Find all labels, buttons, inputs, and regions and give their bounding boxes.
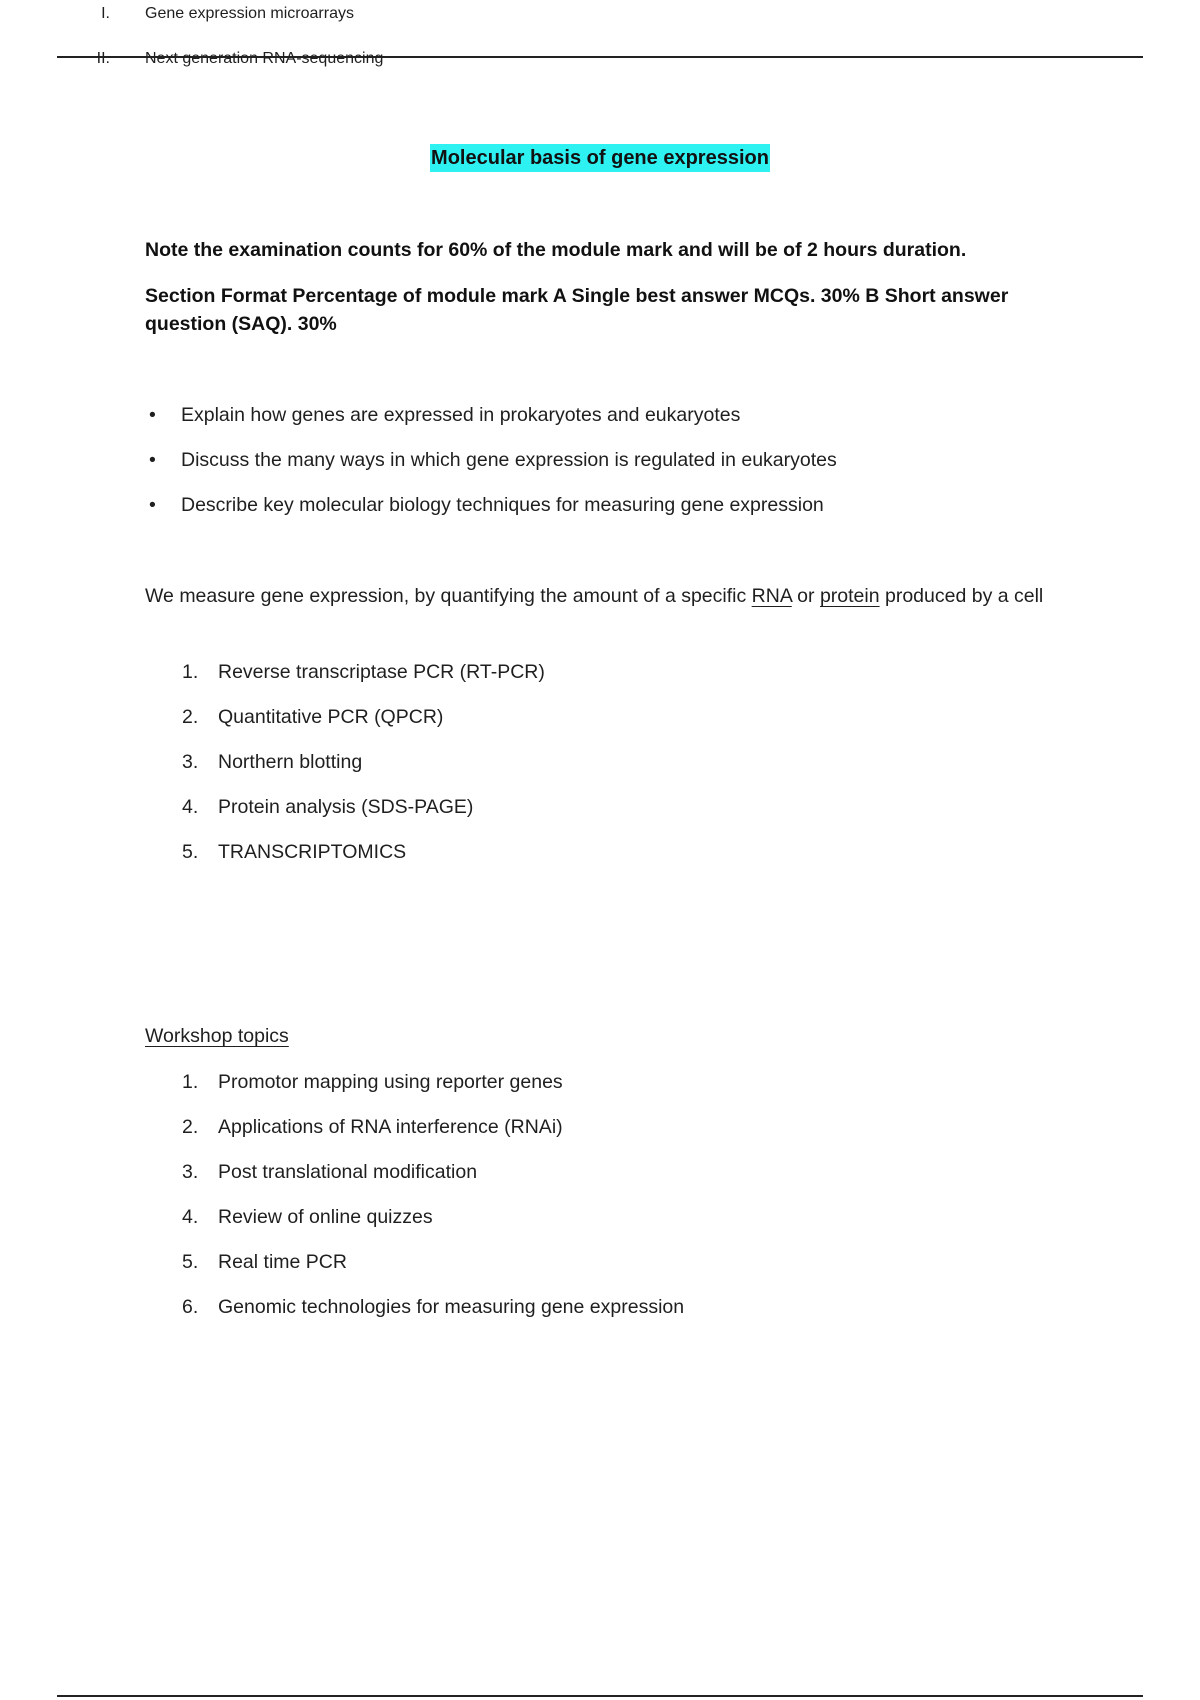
item-text: Quantitative PCR (QPCR) xyxy=(218,706,444,728)
item-number: 4. xyxy=(182,1206,199,1228)
item-number: 3. xyxy=(182,1161,199,1183)
protein-term: protein xyxy=(819,585,880,607)
item-number: 4. xyxy=(182,796,199,818)
item-number: 5. xyxy=(182,1251,199,1273)
workshop-topics-list xyxy=(145,1068,1045,1338)
list-item xyxy=(145,1113,1045,1158)
list-item xyxy=(145,793,1045,838)
objectives-list xyxy=(145,401,1045,536)
bullet-icon: • xyxy=(149,449,156,471)
section-format: Section Format Percentage of module mark A Single best answer MCQs. 30% B Short answer question (SAQ). 30% xyxy=(145,285,1009,335)
item-number: 1. xyxy=(182,1071,199,1093)
list-item xyxy=(145,1068,1045,1113)
list-item xyxy=(145,1293,1045,1338)
item-text: Next generation RNA-sequencing xyxy=(145,50,384,67)
list-item xyxy=(0,45,1200,90)
transcriptomics-sublist xyxy=(0,0,1200,90)
item-number: 1. xyxy=(182,661,199,683)
measure-paragraph xyxy=(145,581,1045,611)
item-text: Genomic technologies for measuring gene expression xyxy=(218,1296,685,1318)
item-text: TRANSCRIPTOMICS xyxy=(218,841,407,863)
item-number: II. xyxy=(96,50,110,67)
list-item xyxy=(145,491,1045,536)
bullet-icon: • xyxy=(149,404,156,426)
exam-note: Note the examination counts for 60% of the module mark and will be of 2 hours duration. xyxy=(145,239,967,261)
item-text: Reverse transcriptase PCR (RT-PCR) xyxy=(218,661,545,683)
page-title: Molecular basis of gene expression xyxy=(430,144,770,172)
list-item xyxy=(145,703,1045,748)
item-number: 2. xyxy=(182,706,199,728)
list-item xyxy=(0,0,1200,45)
list-item xyxy=(145,1158,1045,1203)
item-number: 3. xyxy=(182,751,199,773)
item-number: 2. xyxy=(182,1116,199,1138)
item-number: I. xyxy=(101,5,110,22)
item-text: Northern blotting xyxy=(218,751,363,773)
list-item xyxy=(145,838,1045,883)
objective-text: Discuss the many ways in which gene expression is regulated in eukaryotes xyxy=(181,449,837,471)
list-item xyxy=(145,658,1045,703)
item-text: Applications of RNA interference (RNAi) xyxy=(218,1116,563,1138)
list-item xyxy=(145,1248,1045,1293)
item-number: 6. xyxy=(182,1296,199,1318)
list-item xyxy=(145,401,1045,446)
item-text: Promotor mapping using reporter genes xyxy=(218,1071,563,1093)
item-text: Protein analysis (SDS-PAGE) xyxy=(218,796,474,818)
list-item xyxy=(145,446,1045,491)
item-text: Gene expression microarrays xyxy=(145,5,354,22)
techniques-list xyxy=(145,658,1045,883)
objective-text: Explain how genes are expressed in prokaryotes and eukaryotes xyxy=(181,404,741,426)
rna-term: RNA xyxy=(751,585,792,607)
item-text: Review of online quizzes xyxy=(218,1206,433,1228)
item-text: Real time PCR xyxy=(218,1251,347,1273)
title-container xyxy=(0,144,1200,172)
list-item xyxy=(145,748,1045,793)
list-item xyxy=(145,1203,1045,1248)
measure-text-after: produced by a cell xyxy=(879,585,1044,607)
bullet-icon: • xyxy=(149,494,156,516)
measure-text-before: We measure gene expression, by quantifying the amount of a specific xyxy=(145,585,752,607)
item-text: Post translational modification xyxy=(218,1161,478,1183)
measure-text-or: or xyxy=(791,585,820,607)
workshop-heading-text: Workshop topics xyxy=(145,1025,289,1047)
workshop-heading xyxy=(145,1022,1045,1050)
item-number: 5. xyxy=(182,841,199,863)
bottom-divider xyxy=(57,1695,1143,1697)
objective-text: Describe key molecular biology techniques for measuring gene expression xyxy=(181,494,824,516)
